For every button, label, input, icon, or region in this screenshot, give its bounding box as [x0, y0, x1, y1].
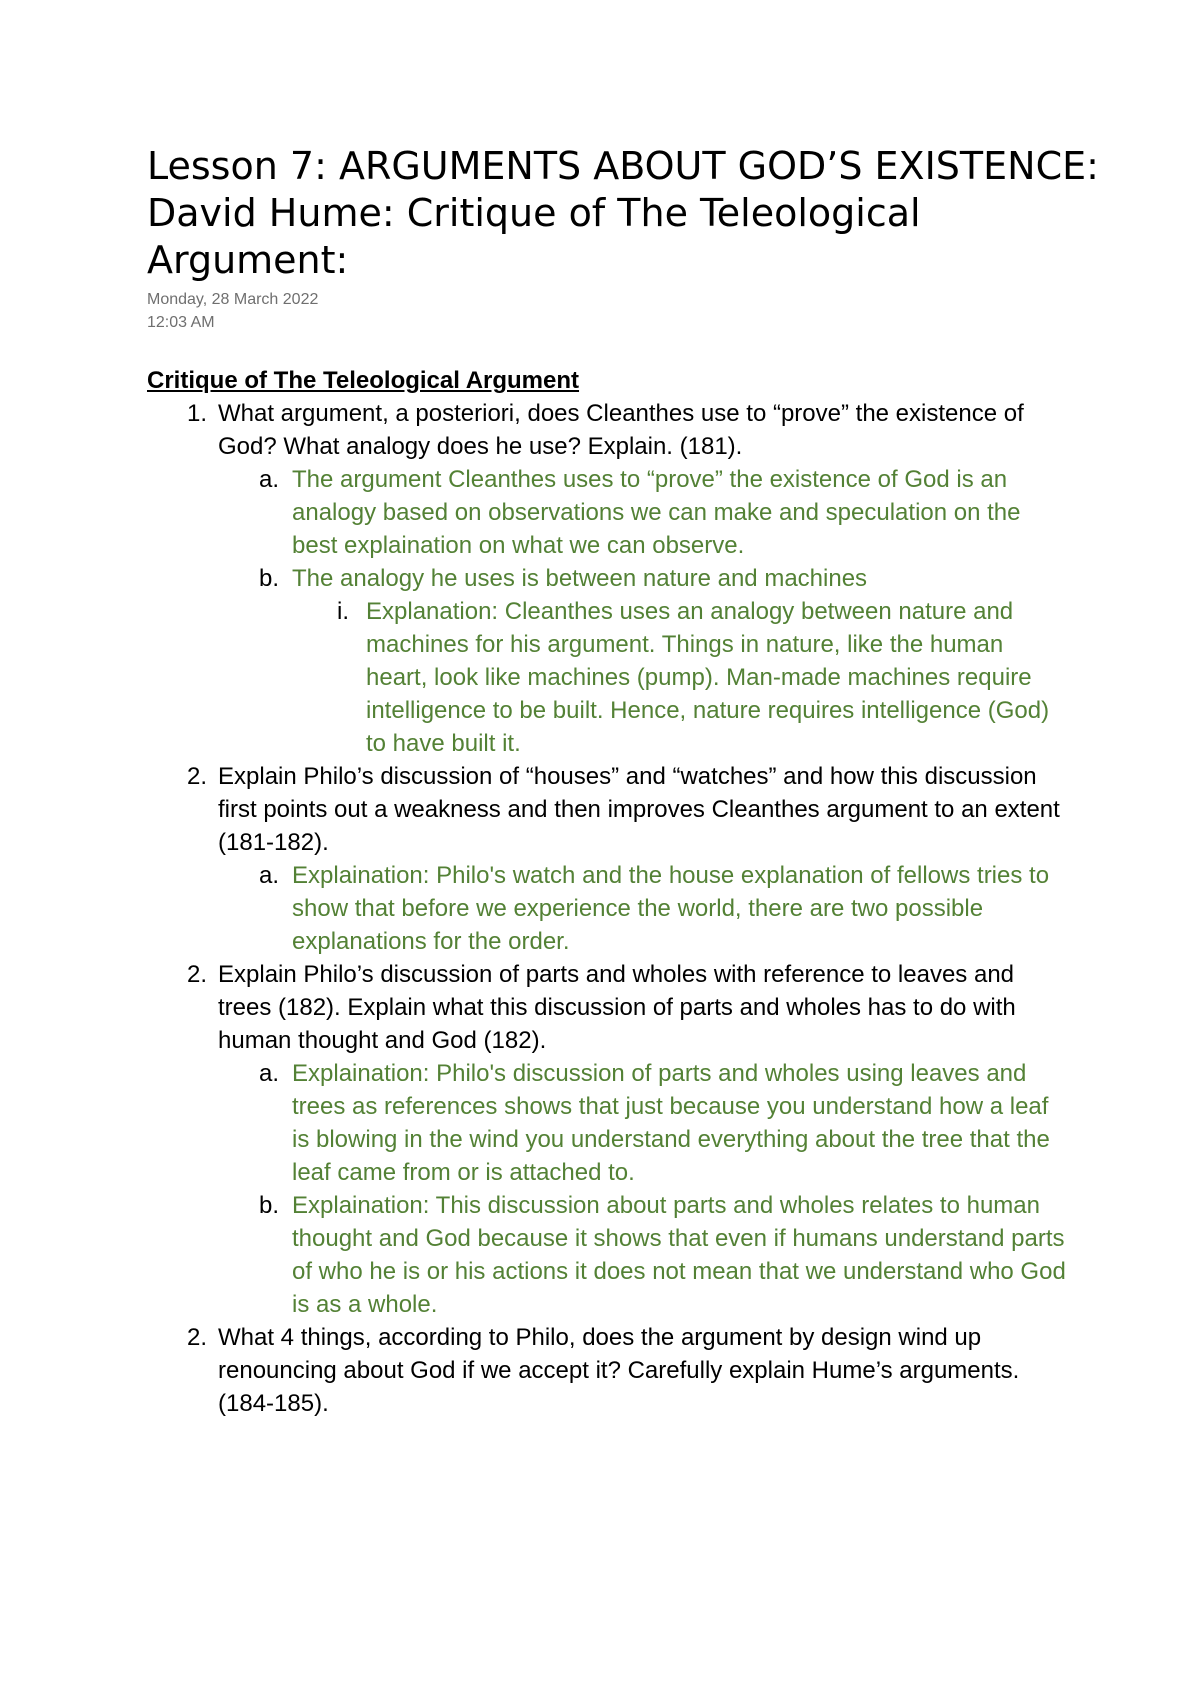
list-marker: 1.: [186, 400, 207, 427]
answer-text: Explanation: Cleanthes uses an analogy between nature and machines for his argument. Things in nature, like the human heart, look like machines (pump). Man-made machines require intelligence to be built. Hence, nature requires intelligence (God) to have built it.: [366, 598, 1050, 757]
answer-text: The analogy he uses is between nature and machines: [292, 565, 868, 592]
answer-text: Explaination: Philo's watch and the house explanation of fellows tries to show that before we experience the world, there are two possible explanations for the order.: [292, 862, 1050, 955]
answer-1a: [147, 463, 1067, 562]
note-time: 12:03 AM: [147, 314, 215, 331]
answer-text: Explaination: Philo's discussion of parts and wholes using leaves and trees as references shows that just because you understand how a leaf is blowing in the wind you understand everything about the tree that the leaf came from or is attached to.: [292, 1060, 1050, 1186]
answer-text: Explaination: This discussion about parts and wholes relates to human thought and God because it shows that even if humans understand parts of who he is or his actions it does not mean that we understand who God is as a whole.: [292, 1192, 1066, 1318]
section-heading: Critique of The Teleological Argument: [147, 367, 580, 394]
list-marker: a.: [258, 1060, 279, 1087]
list-marker: b.: [258, 565, 279, 592]
question-text: What 4 things, according to Philo, does the argument by design wind up renouncing about God if we accept it? Carefully explain Hume’s arguments. (184-185).: [218, 1324, 1020, 1417]
list-marker: i.: [337, 598, 349, 625]
list-marker: 2.: [186, 1324, 207, 1351]
list-marker: 2.: [186, 961, 207, 988]
question-1: [147, 397, 1067, 463]
question-2: [147, 760, 1067, 859]
list-marker: a.: [258, 862, 279, 889]
question-4: [147, 1321, 1067, 1420]
note-date: Monday, 28 March 2022: [147, 291, 319, 308]
question-text: Explain Philo’s discussion of “houses” and “watches” and how this discussion first points out a weakness and then improves Cleanthes argument to an extent (181-182).: [218, 763, 1060, 856]
list-marker: a.: [258, 466, 279, 493]
answer-1b-i: [147, 595, 1067, 760]
list-marker: b.: [258, 1192, 279, 1219]
answer-3a: [147, 1057, 1067, 1189]
note-body: [147, 364, 1067, 1420]
answer-text: The argument Cleanthes uses to “prove” the existence of God is an analogy based on observations we can make and speculation on the best explaination on what we can observe.: [292, 466, 1021, 559]
answer-2a: [147, 859, 1067, 958]
question-text: Explain Philo’s discussion of parts and wholes with reference to leaves and trees (182). Explain what this discussion of parts and wholes has to do with human thought and God (182).: [218, 961, 1016, 1054]
question-3: [147, 958, 1067, 1057]
answer-1b: [147, 562, 1067, 595]
answer-3b: [147, 1189, 1067, 1321]
page-title: Lesson 7: ARGUMENTS ABOUT GOD’S EXISTENCE: David Hume: Critique of The Teleological Argument:: [147, 144, 1099, 282]
question-text: What argument, a posteriori, does Cleanthes use to “prove” the existence of God? What analogy does he use? Explain. (181).: [218, 400, 1024, 460]
list-marker: 2.: [186, 763, 207, 790]
